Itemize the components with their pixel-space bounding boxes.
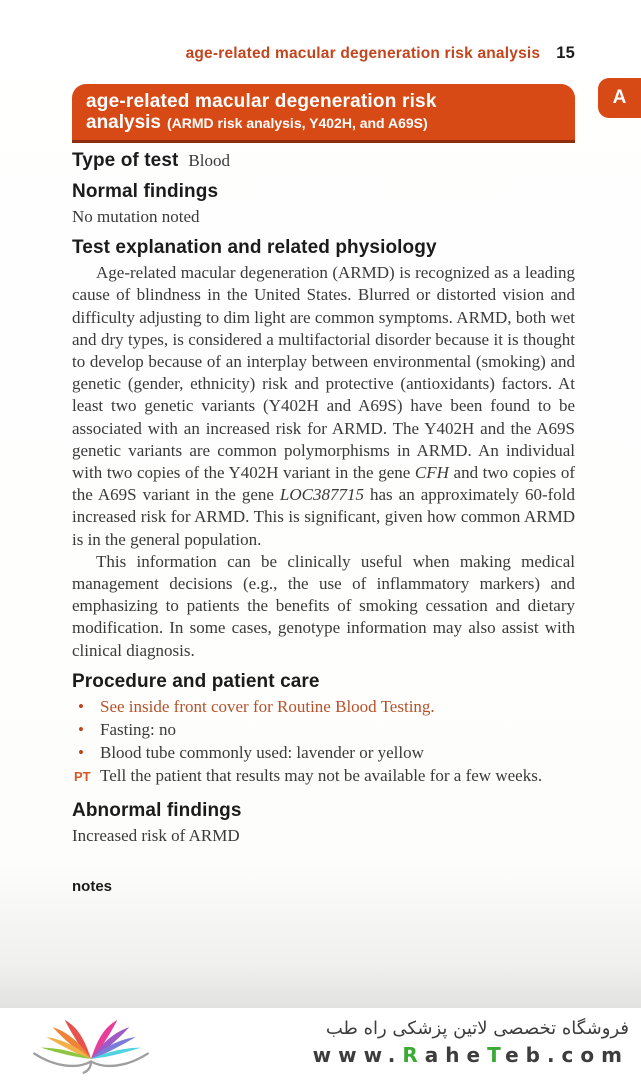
list-item: PT Tell the patient that results may not be available for a few weeks.: [72, 765, 575, 788]
explanation-paragraph-2: This information can be clinically useful when making medical management decisions (e.g., the use of inflammatory markers) and emphasizing to patients the benefits of smoking cessation and dietary modification. In some cases, genotype information may also assist with clinical diagnosis.: [72, 551, 575, 660]
normal-findings-heading: Normal findings: [72, 181, 219, 202]
abnormal-findings-value: Increased risk of ARMD: [72, 826, 240, 846]
open-book-logo-icon: [20, 1010, 162, 1076]
store-name-farsi: فروشگاه تخصصی لاتین پزشکی راه طب: [325, 1018, 629, 1040]
type-of-test-heading: Type of test: [72, 150, 179, 171]
explanation-paragraph-1: Age-related macular degeneration (ARMD) is recognized as a leading cause of blindness in the United States. Blurred or distorted vision and difficulty adjusting to dim light are common symptoms. ARMD, both wet and dry types, is considered a multifactorial disorder because it is thought to develop because of an interplay between environmental (smoking) and genetic (gender, ethnicity) risk and protective (antioxidants) factors. At least two genetic variants (Y402H and A69S) have been found to be associated with an increased risk for ARMD. The Y402H and the A69S genetic variants are common polymorphisms in ARMD. An individual with two copies of the Y402H variant in the gene CFH and two copies of the A69S variant in the gene LOC387715 has an approximately 60-fold increased risk for ARMD. This is significant, given how common ARMD is in the general population.: [72, 263, 575, 549]
bullet-icon: •: [78, 696, 84, 716]
publisher-text-block: [313, 1018, 629, 1068]
test-title-subtitle: (ARMD risk analysis, Y402H, and A69S): [167, 115, 428, 131]
alphabet-side-tab: [598, 78, 641, 118]
normal-findings-value: No mutation noted: [72, 207, 200, 226]
gene-name-loc387715: LOC387715: [279, 485, 364, 505]
procedure-bullet-list: [72, 696, 575, 789]
test-title-banner: [72, 84, 575, 143]
test-title-line2: analysis (ARMD risk analysis, Y402H, and A69S): [86, 112, 428, 133]
list-item: • See inside front cover for Routine Blood Testing.: [72, 696, 575, 718]
page-content: [72, 148, 575, 895]
bullet-icon: •: [78, 743, 84, 763]
type-of-test-value: Blood: [188, 151, 230, 170]
list-item: • Fasting: no: [72, 719, 575, 741]
running-header: [0, 44, 575, 63]
patient-teaching-badge: PT: [74, 769, 91, 785]
abnormal-findings-heading: Abnormal findings: [72, 800, 242, 822]
procedure-heading: Procedure and patient care: [72, 670, 320, 692]
side-tab-letter: A: [612, 87, 627, 108]
running-header-title: age-related macular degeneration risk analysis: [185, 45, 541, 62]
notes-label: notes: [72, 877, 113, 895]
gene-name-cfh: CFH: [414, 463, 449, 483]
list-item: • Blood tube commonly used: lavender or yellow: [72, 742, 575, 764]
test-title-line1: age-related macular degeneration risk: [86, 91, 437, 112]
type-of-test-row: [72, 150, 575, 172]
bullet-icon: •: [78, 720, 84, 740]
explanation-heading: Test explanation and related physiology: [72, 237, 437, 259]
website-url: www.RaheTeb.com: [312, 1042, 629, 1067]
page-number: 15: [556, 44, 575, 62]
publisher-footer: [0, 1008, 641, 1080]
